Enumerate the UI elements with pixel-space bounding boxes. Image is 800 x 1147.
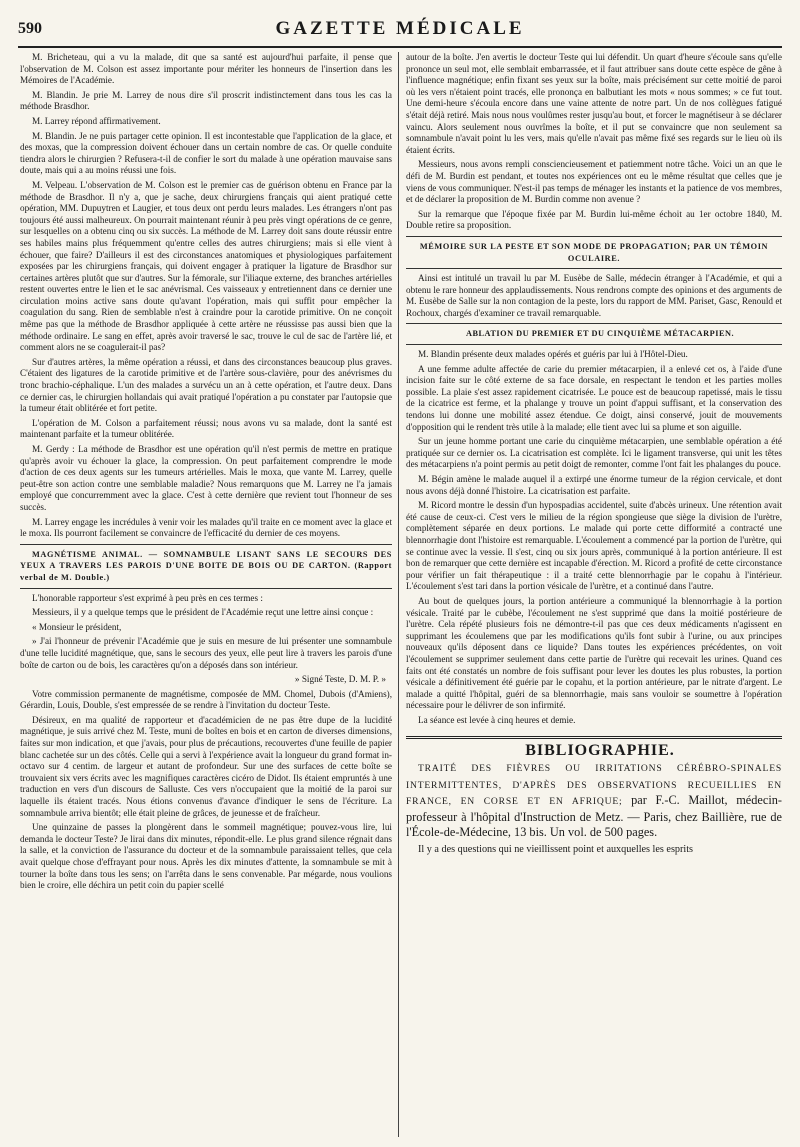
paragraph: M. Ricord montre le dessin d'un hypospadias accidentel, suite d'abcès urineux. Une rétention avait été cause de ceux-ci. C'est vers le milieu de la région spongieuse que siège la division de l'urètre, complètement séparée en deux portions. Le malade qui porte cette difformité a contracté une blennorrhagie dont l'histoire est remarquable. L'écoulement a commencé par la portion de l'urètre, qui se continue avec la vessie. Il s'est, cinq ou six jours après, communiqué à la portion antérieure. Il est bon de remarquer que cette dernière est incapable d'érection. M. Ricord a profité de cette circonstance pour vérifier un fait thérapeutique : il a traité cette blennorrhagie par le copahu à l'intérieur. L'écoulement s'est tari dans la portion vésicale de l'urètre, et a continué dans l'autre. (406, 500, 782, 592)
paragraph: M. Larrey engage les incrédules à venir voir les malades qu'il traite en ce moment avec la glace et le moxa. Ils pourront facilement se convaincre de l'efficacité du dernier de ces moyens. (20, 516, 392, 539)
paragraph: M. Blandin présente deux malades opérés et guéris par lui à l'Hôtel-Dieu. (418, 349, 688, 360)
section-rule (406, 236, 782, 237)
section-title-peste: MÉMOIRE SUR LA PESTE ET SON MODE DE PROPAGATION; PAR UN TÉMOIN OCULAIRE. (419, 241, 769, 263)
paragraph: Sur un jeune homme portant une carie du cinquième métacarpien, une semblable opération a été pratiquée sur ce dernier os. La cicatrisation est complète. Ici le ligament transverse, qui unit les têtes des métacarpiens n'a point permis au petit doigt de remonter, comme l'ont fait les phalanges du pouce. (406, 436, 782, 470)
paragraph: M. Gerdy : La méthode de Brasdhor est une opération qu'il n'est permis de mettre en pratique qu'après avoir vu échouer la glace, la compression. On peut parfaitement comprendre le mode d'action de ces deux agents sur les tumeurs artérielles. Mais le moxa, que vante M. Larrey, quelle peut-être son action contre une semblable maladie? Nous remarquons que M. Larrey ne l'a jamais employé que concurremment avec la glace. C'est à cette dernière que revient tout l'honneur de ses succès. (20, 444, 392, 512)
paragraph: M. Blandin. Je ne puis partager cette opinion. Il est incontestable que l'application de la glace, et des moxas, que la compression doivent échouer dans un certain nombre de cas. Or quelle conduite tiendra alors le chirurgien ? Refusera-t-il de confier le sort du malade à une opération mauvaise sans doute, mais qui a au moins réussi une fois. (20, 130, 392, 176)
left-column (20, 52, 392, 1137)
paragraph: Une quinzaine de passes la plongèrent dans le sommeil magnétique; pouvez-vous lire, lui demanda le docteur Teste? Je lirai dans dix minutes, répondit-elle. Le plus grand silence régnait dans la salle, et la conviction de l'assurance du docteur et de la somnambule paraissaient telles, que cela avait quelque chose d'effrayant pour nous. Après les dix minutes d'attente, la somnambule se mit à tourner la boîte dans tous les sens; on l'arrêta dans le sens convenable. Par mégarde, nous voulions bien le croire, elle déchira un petit coin du papier scellé (20, 822, 392, 891)
paragraph: M. Bégin amène le malade auquel il a extirpé une énorme tumeur de la région cervicale, et dont nous avons déjà donné l'histoire. La cicatrisation est parfaite. (406, 474, 782, 496)
page-number: 590 (18, 20, 42, 37)
paragraph: Sur d'autres artères, la même opération a réussi, et dans des circonstances beaucoup plus graves. C'étaient des ligatures de la carotide primitive et de l'artère sous-clavière, pour des anévrismes du tronc brachio-céphalique. L'un des malades a survécu un an à cette opération, et l'autre deux. Dans ce dernier cas, le chirurgien hollandais qui avait pratiqué l'opération a pu constater par l'autopsie que la tumeur était oblitérée et fort petite. (20, 356, 392, 414)
paragraph: A une femme adulte affectée de carie du premier métacarpien, il a enlevé cet os, à l'aide d'une incision faite sur le côté externe de sa face dorsale, en respectant le tendon et les parties molles possible. La plaie s'est assez rapidement cicatrisée. Le pouce est de beaucoup rapetissé, mais le tissu de la cicatrice est ferme, et la phalange y trouve un point d'appui suffisant, et la conservation des tendons lui donne une mobilité assez étendue. Ce doigt, ainsi conservé, jouit de mouvements d'opposition qui le rendent très utile à la malade; elle tient avec lui sa plume et son aiguille. (406, 363, 782, 432)
paragraph: M. Bricheteau, qui a vu la malade, dit que sa santé est aujourd'hui parfaite, il pense que l'observation de M. Colson est assez importante pour mériter les honneurs de l'insertion dans les Mémoires de l'Académie. (20, 52, 392, 86)
right-column (406, 52, 782, 1137)
paragraph: Votre commission permanente de magnétisme, composée de MM. Chomel, Dubois (d'Amiens), Gérardin, Louis, Double, s'est empressée de se rendre à l'invitation du docteur Teste. (20, 688, 392, 711)
paragraph: Désireux, en ma qualité de rapporteur et d'académicien de ne pas être dupe de la lucidité magnétique, je suis arrivé chez M. Teste, muni de boîtes en bois et en carton de diverses dimensions, faites sur mon indication, et que j'avais, pour plus de précautions, recouvertes d'une feuille de papier blanc cachetée sur un des côtés. Celle qui a servi à l'expérience avait la longueur du grand format in-octavo sur 4 centim. de largeur et autant de profondeur. Sur une des surfaces de cette boîte se trouvaient six vers écrits avec les magnifiques caractères cicéro de Didot. Ils étaient empruntés à une traduction en vers d'un discours de Salluste. Ces vers n'occupaient que la moitié de la paroi sur laquelle ils étaient tracés. Nous étions convenus d'avance d'indiquer le sens de l'écriture. La somnambule arriva bientôt; elle était pleine de grâces, de jeunesse et de fraîcheur. (20, 714, 392, 818)
paragraph: Messieurs, il y a quelque temps que le président de l'Académie reçut une lettre ainsi conçue : (32, 607, 374, 618)
bibliography-rule (406, 736, 782, 739)
bibliography-heading: BIBLIOGRAPHIE. (525, 742, 675, 760)
page-header (18, 16, 782, 46)
paragraph: M. Blandin. Je prie M. Larrey de nous dire s'il proscrit indistinctement dans tous les cas la méthode Brasdhor. (20, 89, 392, 112)
paragraph: L'honorable rapporteur s'est exprimé à peu près en ces termes : (32, 592, 263, 603)
paragraph: » J'ai l'honneur de prévenir l'Académie que je suis en mesure de lui présenter une somnambule d'une telle lucidité magnétique, que, sans le secours des yeux, elle peut lire à travers les parois d'une boîte de carton ou de bois, les caractères qu'on a déposés dans son intérieur. (20, 636, 392, 670)
bibliography-title-rest: par F.-C. Maillot, médecin-professeur à l'hôpital d'Instruction de Metz. — Paris, chez Baillière, rue de l'École-de-Médecine, 13 bis. Un vol. de 500 pages. (406, 793, 782, 840)
section-title-magnetisme: MAGNÉTISME ANIMAL. — SOMNAMBULE LISANT SANS LE SECOURS DES YEUX A TRAVERS LES PAROIS D'UNE BOITE DE BOIS OU DE CARTON. (Rapport verbal de M. Double.) (20, 549, 392, 582)
paragraph: M. Velpeau. L'observation de M. Colson est le premier cas de guérison obtenu en France par la méthode de Brasdhor. Il n'y a, que je sache, deux chirurgiens français qui aient pratiqué cette opération, MM. Dupuytren et Laugier, et tous deux ont perdu leurs malades. Les étrangers n'ont pas toujours été aussi malheureux. On pourrait maintenant réunir à peu près vingt opérations de ce genre, sur lesquelles on a obtenu cinq ou six succès. La méthode de M. Larrey doit sans doute réussir entre ses habiles mains plus fréquemment qu'entre celles des autres chirurgiens; mais si elle vient à échouer, que faire? D'ailleurs il est des circonstances anatomiques et physiologiques parfaitement exposées par les chirurgiens français, qui doivent engager à pratiquer la ligature de Brasdhor sur certaines artères plutôt que sur d'autres. Sur la fémorale, sur l'iliaque externe, des branches artérielles restent ouvertes entre le lien et le sac anévrismal. Ces vaisseaux y entretiennent dans ce dernier une circulation moins active sans doute qu'avant l'opération, mais qui suffit pour empêcher la coagulation du sang. Rien de semblable n'est à craindre pour la carotide primitive. On ne conçoit même pas que la méthode de Brasdhor appliquée à cette artère ne réussisse pas aussi bien que la méthode ordinaire. Le sang en effet, après avoir traversé le sac, trouve le cul de sac de l'artère lié, et comment alors ne se coagulerait-il pas? (20, 179, 392, 353)
paragraph: M. Larrey répond affirmativement. (32, 115, 161, 126)
paragraph: Messieurs, nous avons rempli consciencieusement et patiemment notre tâche. Voici un an que le défi de M. Burdin est pendant, et toutes nos expériences ont eu le même résultat que celles que je viens de vous communiquer. N'est-il pas temps de ménager les instants et la patience de vos membres, et de déclarer la proposition de M. Burdin comme non avenue ? (406, 159, 782, 205)
letter-signature: » Signé Teste, D. M. P. » (294, 674, 386, 685)
paragraph: « Monsieur le président, (32, 621, 122, 632)
section-rule (406, 268, 782, 269)
paragraph: La séance est levée à cinq heures et demie. (418, 714, 576, 725)
section-rule (406, 323, 782, 324)
paragraph: Sur la remarque que l'époque fixée par M. Burdin lui-même échoit au 1er octobre 1840, M. Double retire sa proposition. (406, 208, 782, 231)
section-rule (20, 544, 392, 545)
paragraph: Au bout de quelques jours, la portion antérieure a communiqué la blennorrhagie à la portion vésicale. Traité par le cubèbe, l'écoulement ne s'est supprimé que dans la moitié postérieure de l'urètre. Cela répété plusieurs fois ne démontre-t-il pas que ces deux médicaments n'agissent en supprimant les écoulemens que par les modifications qu'ils font subir à l'urine, ou aux principes nouveaux qu'ils déposent dans ce liquide? Dans toutes les expériences précédentes, on voit l'écoulement se supprimer seulement dans cette partie de l'urètre qui recevait les urines. Quand ces faits ont été constatés un nombre de fois suffisant pour lever les doutes les plus robustes, la portion vésicale a définitivement été guérie par le copahu, et la portion antérieure, par le nitrate d'argent. Le malade a quitté l'hôpital, guéri de sa blennorrhagie, mais sans vouloir se soumettre à l'opération nécessaire pour le délivrer de son infirmité. (406, 595, 782, 711)
column-divider (398, 52, 399, 1137)
paragraph: Il y a des questions qui ne vieillissent point et auxquelles les esprits (418, 844, 694, 856)
section-title-ablation: ABLATION DU PREMIER ET DU CINQUIÈME MÉTACARPIEN. (465, 329, 735, 339)
header-rule (18, 46, 782, 48)
paragraph: autour de la boîte. J'en avertis le docteur Teste qui lui défendit. Un quart d'heure s'écoule sans qu'elle prononce un seul mot, elle semblait embarrassée, et il faut attribuer sans doute cette espèce de gêne à l'influence magnétique; enfin fixant ses yeux sur la boîte, mais précisément sur cette moitié de paroi où les vers n'étaient point tracés, elle prononça en balbutiant les mots « nous sommes; » ce fut tout. Une demi-heure s'écoula encore dans une vaine attente de notre part. Un de nos collègues fatigué s'était déjà retiré. Mais nous nous voulûmes rester jusqu'au bout, et forcer le magnétiseur à se déclarer vaincu. Alors seulement nous ouvrîmes la boîte, et il put se convaincre que non seulement sa somnambule n'avait point lu les vers, mais qu'elle n'avait pas même fixé ses regards sur le lieu où ils étaient écrits. (406, 52, 782, 155)
running-title: GAZETTE MÉDICALE (275, 18, 525, 39)
section-rule (20, 588, 392, 589)
bibliography-title-caps: TRAITÉ DES FIÈVRES OU IRRITATIONS CÉRÉBRO-SPINALES INTERMITTENTES, D'APRÈS DES OBSERVATIONS RECUEILLIES EN FRANCE, EN CORSE ET EN AFRIQUE; (406, 763, 782, 808)
bibliography-entry (406, 760, 782, 841)
paragraph: Ainsi est intitulé un travail lu par M. Eusèbe de Salle, médecin étranger à l'Académie, et qui a obtenu le rare honneur des applaudissements. Nous rendrons compte des opinions et des arguments de M. Eusèbe de Salle sur la non contagion de la peste, lors du rapport de MM. Pariset, Gasc, Renould et Rochoux, chargés d'examiner ce travail remarquable. (406, 273, 782, 318)
paragraph: L'opération de M. Colson a parfaitement réussi; nous avons vu sa malade, dont la santé est maintenant parfaite et la tumeur oblitérée. (20, 417, 392, 440)
section-rule (406, 344, 782, 345)
